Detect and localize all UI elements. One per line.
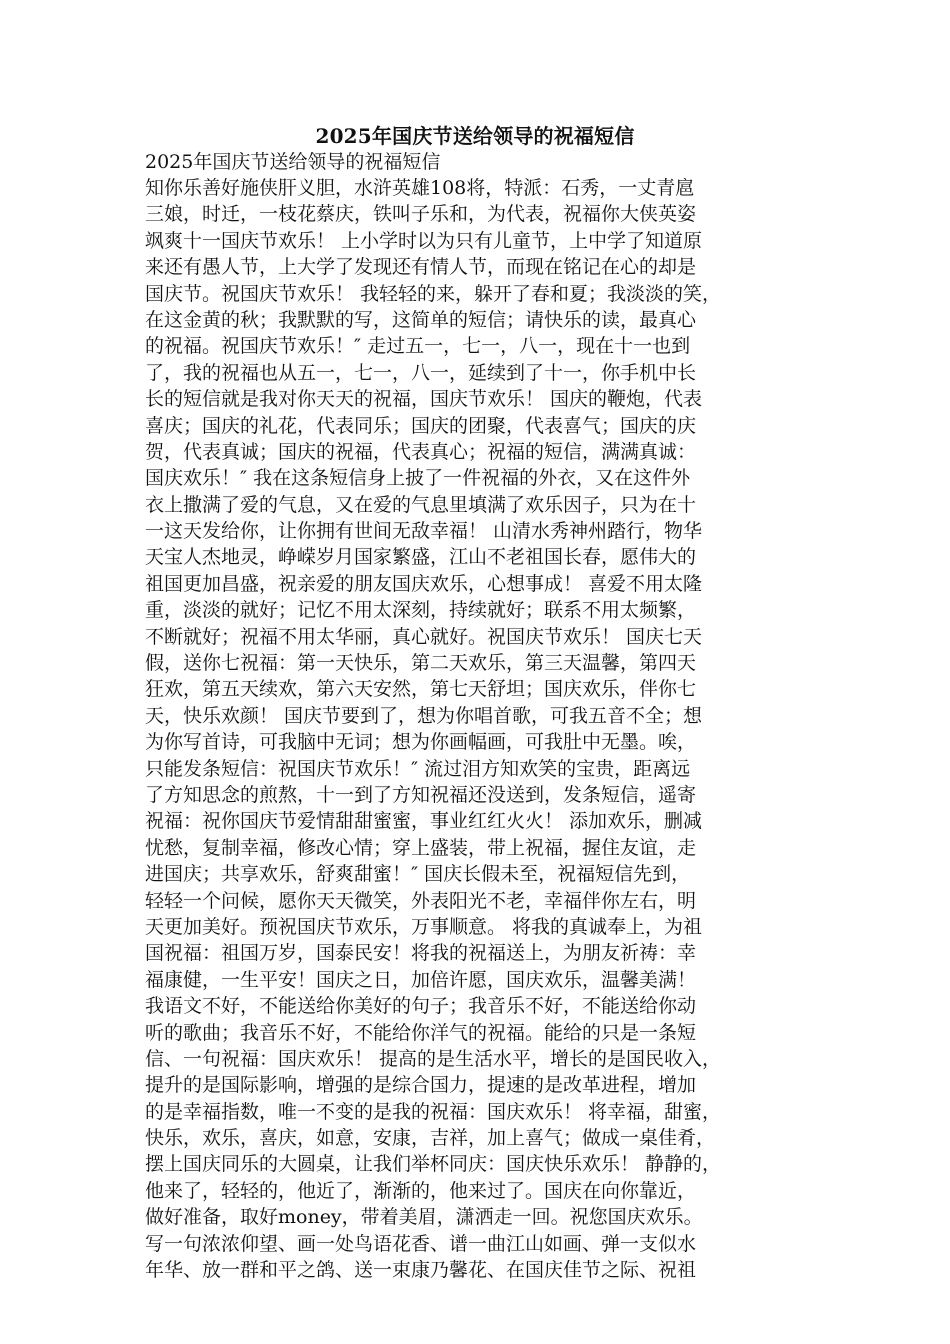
body-text-line: 天更加美好。预祝国庆节欢乐，万事顺意。 将我的真诚奉上，为祖: [145, 915, 703, 938]
body-text-line: 衣上撒满了爱的气息，又在爱的气息里填满了欢乐因子，只为在十: [145, 493, 697, 516]
body-text-line: 写一句浓浓仰望、画一处鸟语花香、谱一曲江山如画、弹一支似水: [145, 1232, 697, 1255]
body-text-line: 国庆欢乐！″ 我在这条短信身上披了一件祝福的外衣，又在这件外: [145, 467, 691, 490]
body-text-line: 狂欢，第五天续欢，第六天安然，第七天舒坦；国庆欢乐，伴你七: [145, 678, 697, 701]
body-text-line: 重，淡淡的就好；记忆不用太深刻，持续就好；联系不用太频繁，: [145, 599, 697, 622]
body-text-line: 的祝福。祝国庆节欢乐！″ 走过五一，七一，八一，现在十一也到: [145, 335, 691, 358]
body-text-line: 提升的是国际影响，增强的是综合国力，提速的是改革进程，增加: [145, 1074, 697, 1097]
body-text-line: 国庆节。祝国庆节欢乐！ 我轻轻的来，躲开了春和夏；我淡淡的笑，: [145, 282, 722, 305]
document-subtitle: 2025年国庆节送给领导的祝福短信: [145, 151, 441, 173]
document-body: [145, 175, 815, 1283]
body-text-line: 年华、放一群和平之鸽、送一束康乃馨花、在国庆佳节之际、祝祖: [145, 1259, 697, 1282]
body-text-line: 祖国更加昌盛，祝亲爱的朋友国庆欢乐，心想事成！ 喜爱不用太隆: [145, 572, 703, 595]
body-text-line: 长的短信就是我对你天天的祝福，国庆节欢乐！ 国庆的鞭炮，代表: [145, 388, 703, 411]
body-text-line: 飒爽十一国庆节欢乐！ 上小学时以为只有儿童节，上中学了知道原: [145, 229, 703, 252]
body-text-line: 做好准备，取好money，带着美眉，潇洒走一回。祝您国庆欢乐。: [145, 1206, 703, 1229]
body-text-line: 了方知思念的煎熬，十一到了方知祝福还没送到，发条短信，遥寄: [145, 783, 697, 806]
document-title: 2025年国庆节送给领导的祝福短信: [315, 124, 635, 148]
body-text-line: 我语文不好，不能送给你美好的句子；我音乐不好，不能送给你动: [145, 995, 697, 1018]
body-text-line: 天，快乐欢颜！ 国庆节要到了，想为你唱首歌，可我五音不全；想: [145, 704, 703, 727]
body-text-line: 不断就好；祝福不用太华丽，真心就好。祝国庆节欢乐！ 国庆七天: [145, 625, 703, 648]
body-text-line: 假，送你七祝福：第一天快乐，第二天欢乐，第三天温馨，第四天: [145, 652, 697, 675]
body-text-line: 他来了，轻轻的，他近了，渐渐的，他来过了。国庆在向你靠近，: [145, 1179, 697, 1202]
body-text-line: 的是幸福指数，唯一不变的是我的祝福：国庆欢乐！ 将幸福，甜蜜，: [145, 1100, 722, 1123]
body-text-line: 在这金黄的秋；我默默的写，这简单的短信；请快乐的读，最真心: [145, 308, 697, 331]
body-text-line: 喜庆；国庆的礼花，代表同乐；国庆的团聚，代表喜气；国庆的庆: [145, 414, 697, 437]
body-text-line: 轻轻一个问候，愿你天天微笑，外表阳光不老，幸福伴你左右，明: [145, 889, 697, 912]
body-text-line: 信、一句祝福：国庆欢乐！ 提高的是生活水平，增长的是国民收入，: [145, 1047, 722, 1070]
body-text-line: 福康健，一生平安！国庆之日，加倍许愿，国庆欢乐，温馨美满！: [145, 968, 697, 991]
body-text-line: 知你乐善好施侠肝义胆，水浒英雄108将，特派：石秀，一丈青扈: [145, 177, 695, 199]
body-text-line: 祝福：祝你国庆节爱情甜甜蜜蜜，事业红红火火！ 添加欢乐，删减: [145, 810, 703, 833]
body-text-line: 了，我的祝福也从五一，七一，八一，延续到了十一，你手机中长: [145, 361, 697, 384]
body-text-line: 进国庆；共享欢乐，舒爽甜蜜！″ 国庆长假未至，祝福短信先到，: [145, 863, 691, 886]
body-text-line: 天宝人杰地灵，峥嵘岁月国家繁盛，江山不老祖国长春，愿伟大的: [145, 546, 697, 569]
body-text-line: 摆上国庆同乐的大圆桌，让我们举杯同庆：国庆快乐欢乐！ 静静的，: [145, 1153, 722, 1176]
body-text-line: 一这天发给你，让你拥有世间无敌幸福！ 山清水秀神州踏行，物华: [145, 520, 703, 543]
body-text-line: 为你写首诗，可我脑中无词；想为你画幅画，可我肚中无墨。唉，: [145, 731, 697, 754]
body-text-line: 快乐，欢乐，喜庆，如意，安康，吉祥，加上喜气；做成一桌佳肴，: [145, 1127, 716, 1150]
body-text-line: 听的歌曲；我音乐不好，不能给你洋气的祝福。能给的只是一条短: [145, 1021, 697, 1044]
body-text-line: 忧愁，复制幸福，修改心情；穿上盛装，带上祝福，握住友谊，走: [145, 836, 697, 859]
body-text-line: 三娘，时迁，一枝花蔡庆，铁叫子乐和，为代表，祝福你大侠英姿: [145, 203, 697, 226]
body-text-line: 贺，代表真诚；国庆的祝福，代表真心；祝福的短信，满满真诚：: [145, 440, 697, 463]
body-text-line: 只能发条短信：祝国庆节欢乐！″ 流过泪方知欢笑的宝贵，距离远: [145, 757, 691, 780]
body-text-line: 国祝福：祖国万岁，国泰民安！将我的祝福送上，为朋友祈祷：幸: [145, 942, 697, 965]
body-text-line: 来还有愚人节，上大学了发现还有情人节，而现在铭记在心的却是: [145, 256, 697, 279]
